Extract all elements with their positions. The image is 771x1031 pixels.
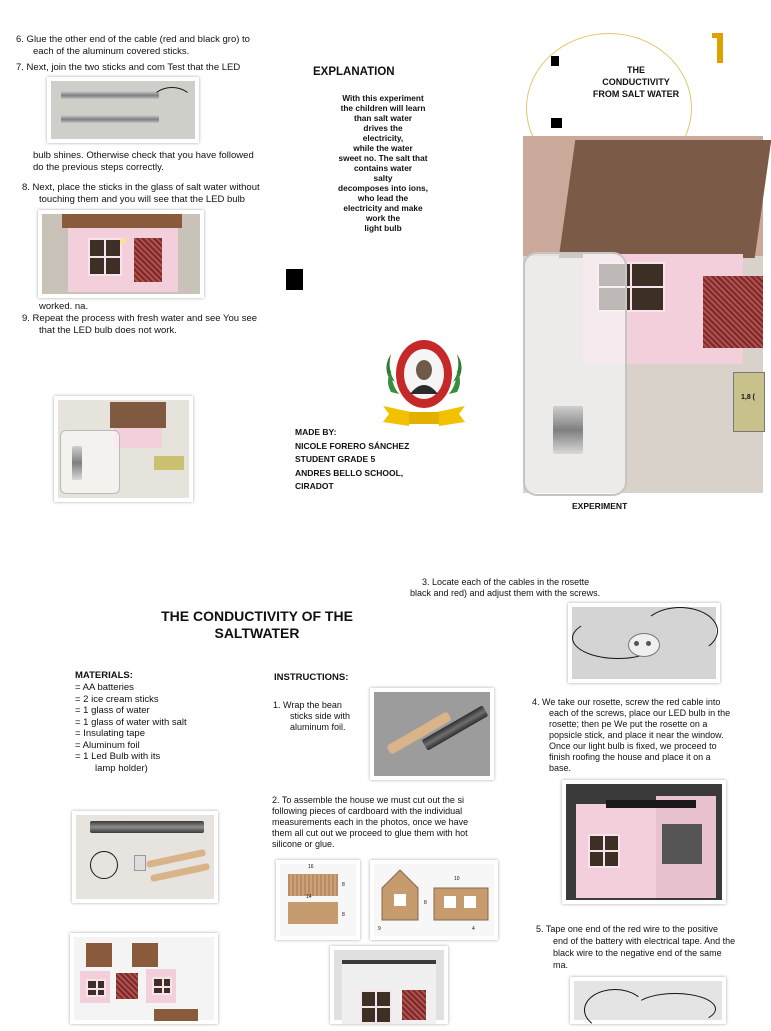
photo-foil-sticks-joined	[47, 77, 199, 143]
material-item: = Insulating tape	[75, 728, 145, 739]
dimension-label: 8	[342, 882, 345, 888]
photo-materials	[72, 811, 218, 903]
step-9	[22, 313, 287, 336]
material-item: = 1 glass of water	[75, 705, 150, 716]
cover-title-line: THE	[627, 65, 645, 75]
explanation-line: salty	[373, 173, 393, 183]
cover-title-line: CONDUCTIVITY	[602, 77, 670, 87]
author-school: ANDRES BELLO SCHOOL,	[295, 467, 404, 478]
photo-rosette	[568, 603, 720, 683]
material-item: = Aluminum foil	[75, 739, 140, 751]
gold-corner-mark-stem	[717, 33, 723, 63]
main-title-line2: SALTWATER	[214, 625, 300, 641]
explanation-line: while the water	[353, 143, 413, 153]
materials-heading: MATERIALS:	[75, 670, 133, 681]
cover-photo-label: 1,8 (	[741, 394, 756, 401]
step-2-line: following pieces of cardboard with the individual	[272, 806, 463, 816]
step-9-line1: 9. Repeat the process with fresh water and see You see	[22, 313, 258, 324]
material-item: = 2 ice cream sticks	[75, 693, 159, 705]
step-8-line2: touching them and you will see that the LED bulb	[39, 193, 245, 205]
step-5-line: 5. Tape one end of the red wire to the positive	[536, 924, 718, 934]
material-item: = 1 Led Bulb with its	[75, 751, 161, 762]
photo-house-led	[38, 210, 204, 298]
main-title	[142, 608, 372, 642]
material-item: = 1 glass of water with salt	[75, 716, 187, 728]
school-logo	[381, 336, 467, 436]
step-8	[22, 182, 287, 205]
step-6	[16, 34, 286, 57]
step-4-line: Once our light bulb is fixed, we proceed to	[549, 741, 717, 751]
photo-house-rosette-inside	[562, 780, 726, 904]
step-2-line: measurements each in the photos, once we have	[272, 817, 469, 827]
step-8-line1: 8. Next, place the sticks in the glass of salt water without	[22, 182, 260, 193]
step-2-line: silicone or glue.	[272, 839, 335, 849]
explanation-line: work the	[365, 213, 401, 223]
explanation-line: drives the	[363, 123, 403, 133]
instruction-step-4	[532, 697, 764, 774]
photo-wrap-sticks	[370, 688, 494, 780]
cover-title-line: FROM SALT WATER	[592, 89, 680, 99]
step-5-line: ma.	[553, 960, 569, 970]
explanation-line: sweet no. The salt that	[338, 153, 428, 163]
step-4-line: each of the screws, place our LED bulb in the	[549, 708, 731, 718]
photo-cardboard-roof	[276, 860, 360, 940]
instructions-heading: INSTRUCTIONS:	[274, 672, 349, 683]
step-1-line: aluminum foil.	[290, 722, 346, 732]
step-7-line3: do the previous steps correctly.	[33, 161, 164, 173]
explanation-body	[316, 93, 450, 233]
instruction-step-2	[272, 795, 502, 850]
step-6-line2: each of the aluminum covered sticks.	[33, 45, 190, 57]
explanation-line: decomposes into ions,	[338, 183, 428, 193]
step-5-line: end of the battery with electrical tape. And the	[553, 936, 736, 946]
step-3-line: 3. Locate each of the cables in the rosette	[422, 577, 590, 587]
step-2-line: them all cut out we proceed to glue them with hot	[272, 828, 468, 838]
instruction-step-3	[410, 577, 650, 599]
dimension-label: 14	[306, 894, 312, 900]
explanation-line: contains water	[353, 163, 413, 173]
explanation-line: With this experiment	[342, 93, 424, 103]
photo-cut-pieces	[70, 933, 218, 1024]
photo-experiment-glass	[54, 396, 193, 502]
step-6-line1: 6. Glue the other end of the cable (red and black gro) to	[16, 34, 250, 45]
step-1-line: sticks side with	[290, 711, 351, 721]
step-4-line: finish roofing the house and place it on a	[549, 752, 711, 762]
materials-list	[75, 682, 245, 774]
dimension-label: 4	[472, 926, 475, 932]
dimension-label: 16	[308, 864, 314, 870]
explanation-heading: EXPLANATION	[313, 66, 395, 78]
black-square-mark	[286, 269, 303, 290]
dimension-label: 8	[424, 900, 427, 906]
step-5-line: black wire to the negative end of the same	[553, 948, 722, 958]
made-by-block	[295, 426, 410, 491]
instruction-step-5	[536, 923, 764, 971]
step-4-line: rosette; then pe We put the rosette on a	[549, 719, 708, 729]
explanation-line: light bulb	[364, 223, 402, 233]
author-grade: STUDENT GRADE 5	[295, 454, 376, 464]
material-item: = AA batteries	[75, 682, 134, 693]
dimension-label: 9	[378, 926, 381, 932]
explanation-line: electricity and make	[343, 203, 423, 213]
step-7	[16, 62, 286, 74]
photo-cardboard-walls	[370, 860, 498, 940]
author-name: NICOLE FORERO SÁNCHEZ	[295, 440, 410, 451]
explanation-line: electricity,	[362, 133, 404, 143]
explanation-line: who lead the	[357, 193, 409, 203]
author-city: CIRADOT	[295, 481, 334, 491]
step-7-line1: 7. Next, join the two sticks and com Test that the LED	[16, 62, 241, 73]
photo-battery-wires	[570, 977, 726, 1024]
step-7-line2: bulb shines. Otherwise check that you have followed	[33, 150, 254, 161]
dimension-label: 8	[342, 912, 345, 918]
dimension-label: 10	[454, 876, 460, 882]
explanation-line: than salt water	[353, 113, 413, 123]
step-3-line: black and red) and adjust them with the screws.	[410, 588, 601, 598]
made-by-label: MADE BY:	[295, 427, 337, 437]
instruction-step-1	[273, 700, 368, 733]
step-1-line: 1. Wrap the bean	[273, 700, 342, 710]
cover-photo	[523, 136, 763, 493]
step-2-line: 2. To assemble the house we must cut out the si	[272, 795, 464, 805]
step-4-line: base.	[549, 763, 572, 773]
step-4-line: 4. We take our rosette, screw the red cable into	[532, 697, 721, 707]
explanation-line: the children will learn	[340, 103, 426, 113]
main-title-line1: THE CONDUCTIVITY OF THE	[161, 608, 353, 624]
step-8-line3: worked. na.	[39, 301, 89, 312]
step-4-line: popsicle stick, and place it near the window.	[549, 730, 724, 740]
photo-assembled-house	[330, 946, 448, 1024]
cover-title	[570, 64, 702, 100]
material-item: lamp holder)	[95, 762, 148, 774]
step-9-line2: that the LED bulb does not work.	[39, 324, 177, 336]
step-7-continued	[33, 150, 283, 173]
cover-caption: EXPERIMENT	[572, 501, 628, 511]
